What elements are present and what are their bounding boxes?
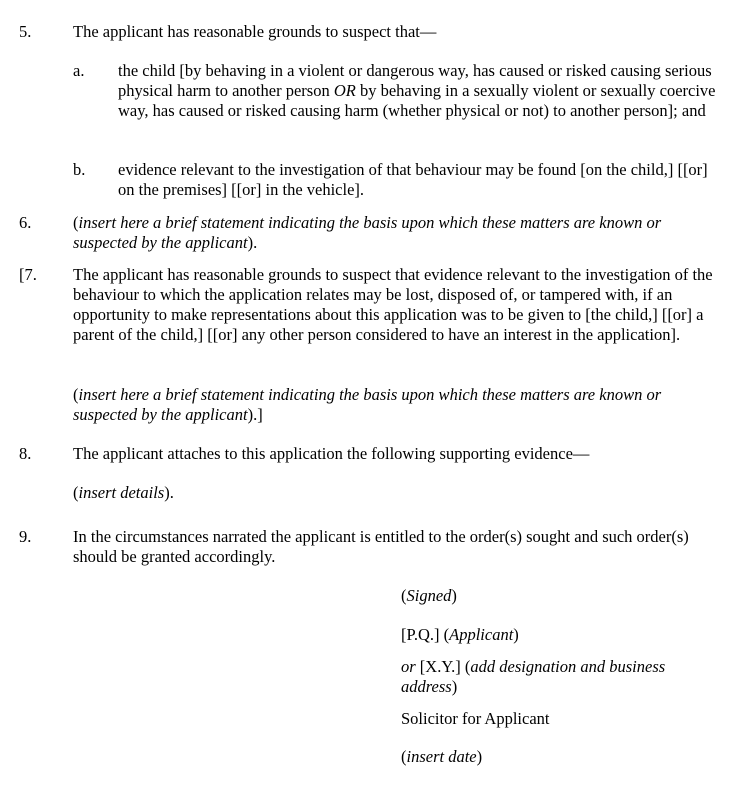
para-7-text: The applicant has reasonable grounds to suspect that evidence relevant to the investigation of the behaviour to which the application relates may be lost, disposed of, or tampered with, if an opportunity to make representations about this application was to be given to [the child,] [[or] a parent of the child,] [[or] any other person considered to have an interest in the application]. bbox=[73, 265, 713, 344]
para-5-number: 5. bbox=[19, 22, 32, 41]
signature-solicitor-role: Solicitor for Applicant bbox=[401, 709, 550, 728]
date-italic: insert date bbox=[406, 747, 477, 766]
signed-italic: Signed bbox=[406, 586, 452, 605]
date-open: ( bbox=[401, 747, 407, 766]
para-8-details-close: ). bbox=[164, 483, 174, 502]
para-5a-or-emphasis: OR bbox=[333, 81, 356, 100]
para-5a-number: a. bbox=[73, 61, 85, 80]
para-5a-text bbox=[118, 61, 718, 121]
signed-open: ( bbox=[401, 586, 407, 605]
or-word: or bbox=[401, 657, 416, 676]
solicitor-close: ) bbox=[451, 677, 458, 696]
para-5-text: The applicant has reasonable grounds to suspect that— bbox=[73, 22, 437, 41]
para-7-note-close: ).] bbox=[247, 405, 263, 424]
para-8-details-italic: insert details bbox=[78, 483, 165, 502]
para-6-open-paren: ( bbox=[73, 213, 79, 232]
applicant-italic: Applicant bbox=[449, 625, 514, 644]
signature-date bbox=[401, 747, 701, 767]
para-6-text bbox=[73, 213, 718, 253]
applicant-open: ( bbox=[443, 625, 450, 644]
para-7-note-open: ( bbox=[73, 385, 79, 404]
para-8-details-open: ( bbox=[73, 483, 79, 502]
para-7-note bbox=[73, 385, 718, 425]
para-8-text: The applicant attaches to this application the following supporting evidence— bbox=[73, 444, 590, 463]
para-5a-text-end: by behaving in a sexually violent or sexually coercive way, has caused or risked causing harm (whether physical or not) to another person]; and bbox=[118, 81, 716, 120]
para-5a-text-start: the child [by behaving in a violent or dangerous way, has caused or risked causing serious physical harm to another person bbox=[118, 61, 712, 100]
para-7-note-italic: insert here a brief statement indicating the basis upon which these matters are known or suspected by the applicant bbox=[73, 385, 662, 424]
para-5b-number: b. bbox=[73, 160, 86, 179]
signed-close: ) bbox=[451, 586, 457, 605]
solicitor-initials: [X.Y.] ( bbox=[415, 657, 471, 676]
date-close: ) bbox=[476, 747, 483, 766]
applicant-close: ) bbox=[513, 625, 519, 644]
solicitor-designation-italic: add designation and business address bbox=[401, 657, 666, 696]
para-9-number: 9. bbox=[19, 527, 32, 546]
signature-signed bbox=[401, 586, 701, 606]
signature-solicitor-details bbox=[401, 657, 701, 697]
para-8-number: 8. bbox=[19, 444, 32, 463]
para-8-details bbox=[73, 483, 718, 503]
para-6-close-paren: ). bbox=[247, 233, 258, 252]
para-6-number: 6. bbox=[19, 213, 32, 232]
para-9-text: In the circumstances narrated the applicant is entitled to the order(s) sought and such order(s) should be granted accordingly. bbox=[73, 527, 689, 566]
signature-applicant bbox=[401, 625, 701, 645]
para-5b-text: evidence relevant to the investigation of that behaviour may be found [on the child,] [[or] on the premises] [[or] in the vehicle]. bbox=[118, 160, 708, 199]
para-6-italic-instruction: insert here a brief statement indicating the basis upon which these matters are known or suspected by the applicant bbox=[73, 213, 662, 252]
para-7-number: [7. bbox=[19, 265, 37, 284]
applicant-initials: [P.Q.] bbox=[401, 625, 444, 644]
